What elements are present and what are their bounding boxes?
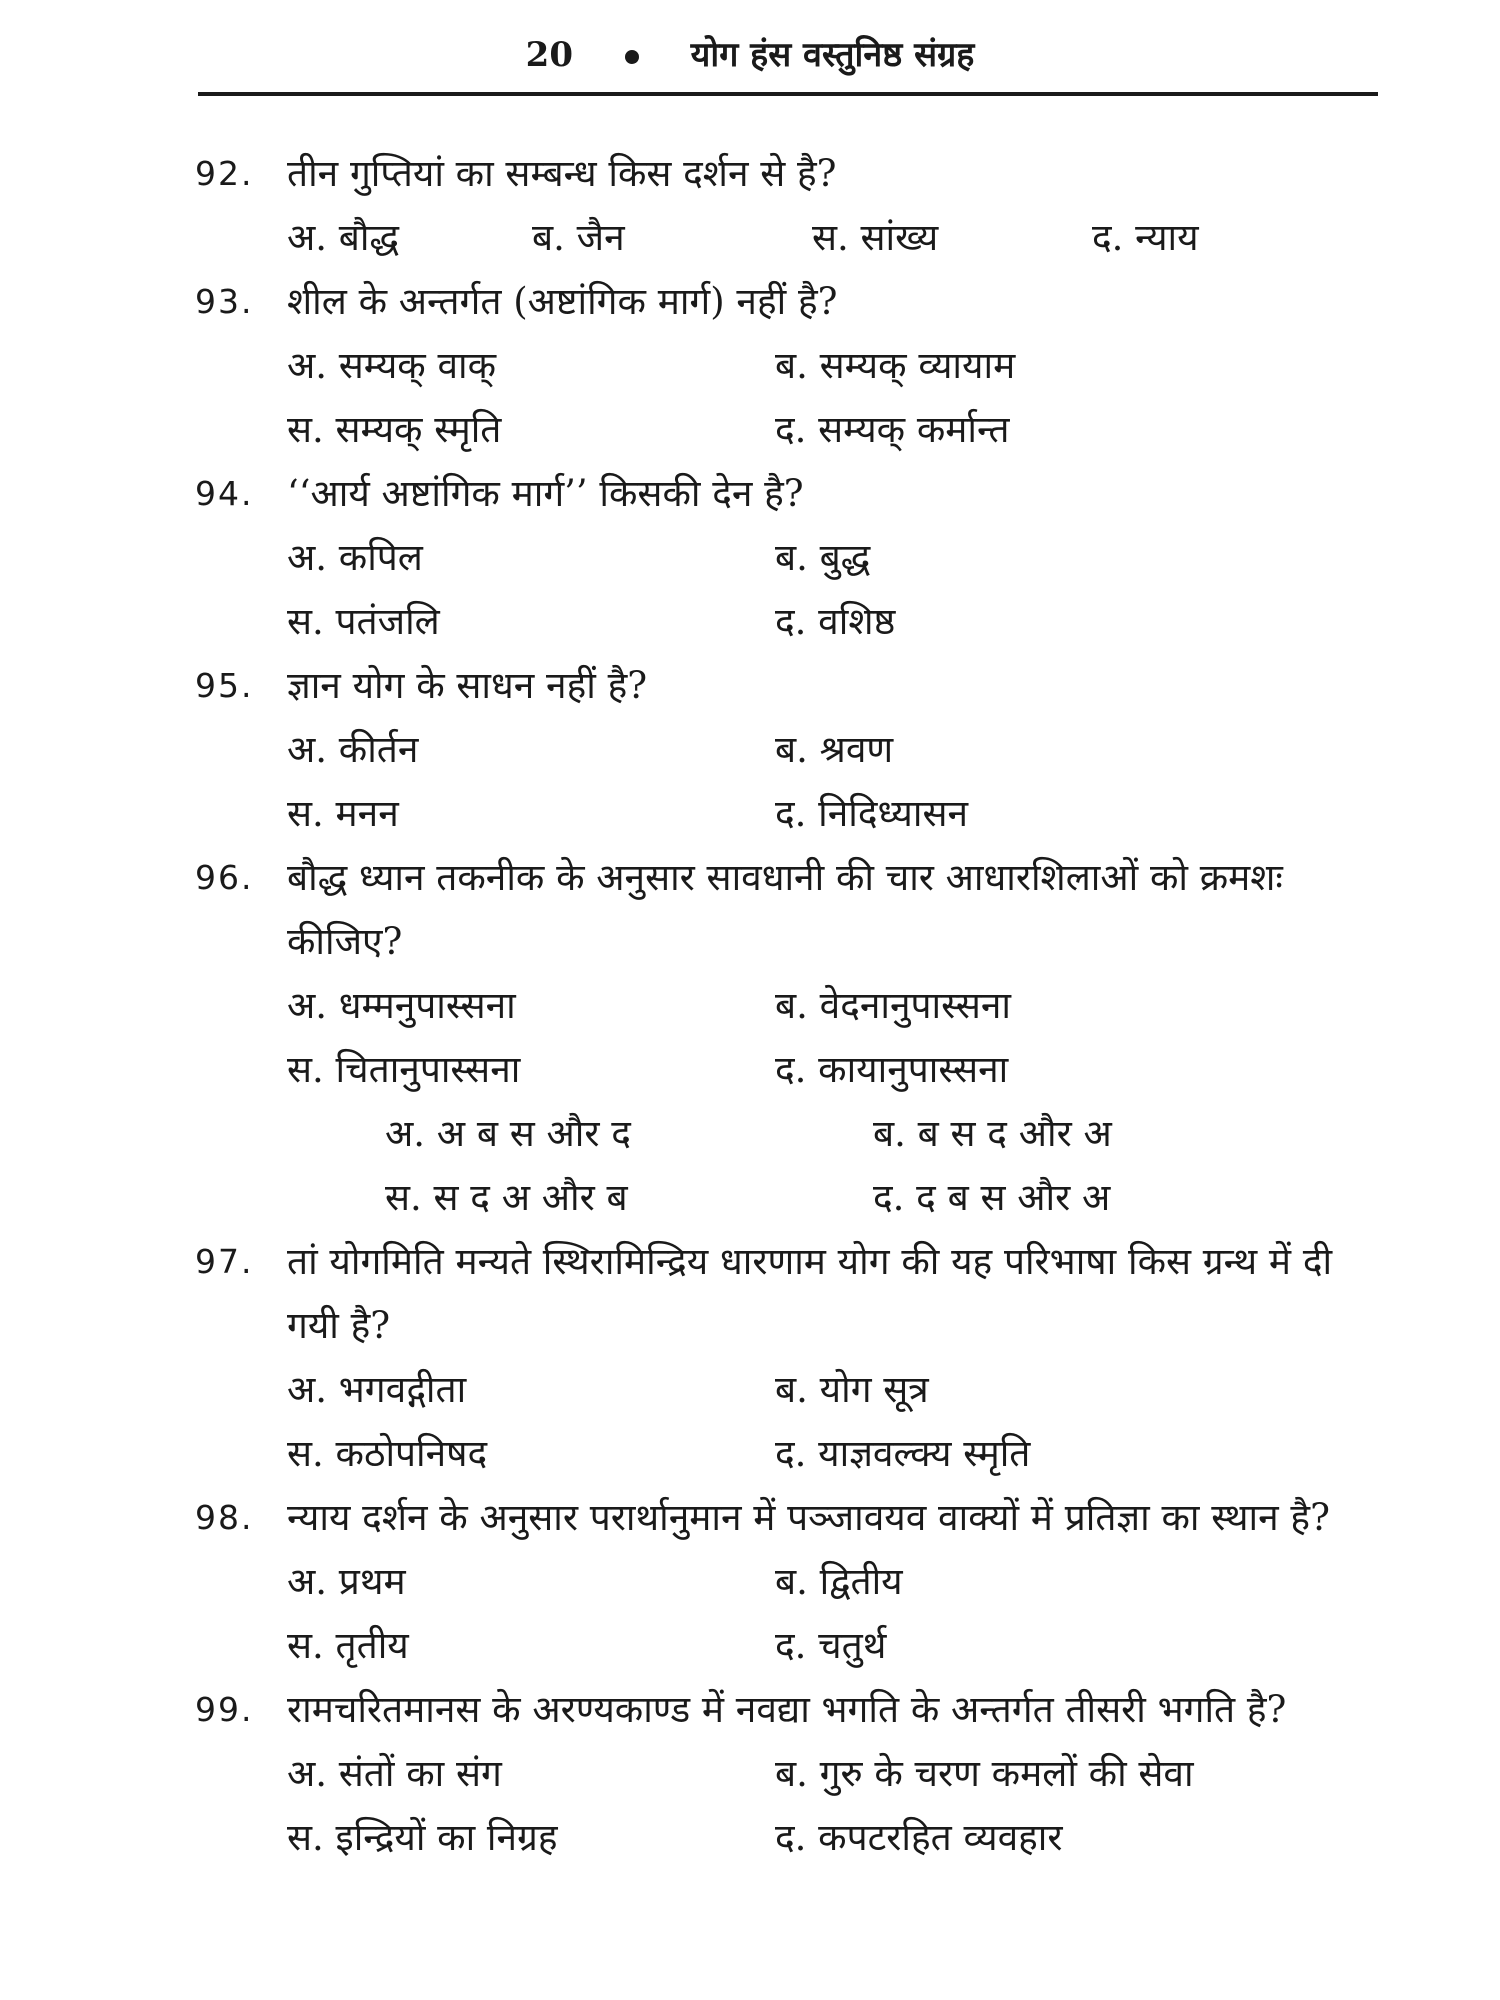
option-group — [287, 334, 1375, 462]
question-93 — [195, 270, 1375, 462]
option-d: द. याज्ञवल्क्य स्मृति — [775, 1432, 1031, 1475]
option-a: अ. भगवद्गीता — [287, 1368, 467, 1411]
question-line — [195, 1486, 1375, 1550]
option-a: अ. कीर्तन — [287, 728, 419, 771]
question-number: 96. — [195, 858, 254, 897]
option-a: अ. धम्मनुपास्सना — [287, 984, 516, 1027]
option-c: स. मनन — [287, 792, 399, 835]
option-c: स. सांख्य — [812, 216, 939, 259]
question-number: 99. — [195, 1690, 254, 1729]
question-line — [195, 846, 1375, 974]
option-d: द. चतुर्थ — [775, 1624, 887, 1667]
question-text: तीन गुप्तियां का सम्बन्ध किस दर्शन से है? — [287, 152, 837, 195]
question-96 — [195, 846, 1375, 1230]
question-line — [195, 270, 1375, 334]
question-92 — [195, 142, 1375, 270]
question-text: रामचरितमानस के अरण्यकाण्ड में नवद्या भगति के अन्तर्गत तीसरी भगति है? — [287, 1688, 1287, 1731]
answer-choice-a: अ. अ ब स और द — [385, 1112, 631, 1155]
question-list — [195, 142, 1375, 1870]
answer-choice-c: स. स द अ और ब — [385, 1176, 628, 1219]
option-d: द. निदिध्यासन — [775, 792, 969, 835]
option-d: द. न्याय — [1092, 216, 1199, 259]
question-99 — [195, 1678, 1375, 1870]
option-b: ब. बुद्ध — [775, 536, 871, 579]
question-text: शील के अन्तर्गत (अष्टांगिक मार्ग) नहीं है? — [287, 280, 838, 323]
question-text: तां योगमिति मन्यते स्थिरामिन्द्रिय धारणाम योग की यह परिभाषा किस ग्रन्थ में दी गयी है? — [287, 1240, 1333, 1347]
option-group — [287, 974, 1375, 1102]
option-c: स. चितानुपास्सना — [287, 1048, 521, 1091]
question-text: ‘‘आर्य अष्टांगिक मार्ग’’ किसकी देन है? — [287, 472, 804, 515]
question-97 — [195, 1230, 1375, 1486]
question-number: 97. — [195, 1242, 254, 1281]
page-header — [0, 30, 1500, 76]
header-rule — [198, 92, 1378, 96]
option-c: स. तृतीय — [287, 1624, 409, 1667]
question-line — [195, 462, 1375, 526]
question-number: 94. — [195, 474, 254, 513]
option-a: अ. कपिल — [287, 536, 423, 579]
option-group — [287, 1550, 1375, 1678]
answer-choice-b: ब. ब स द और अ — [873, 1112, 1112, 1155]
question-number: 93. — [195, 282, 254, 321]
option-b: ब. श्रवण — [775, 728, 894, 771]
question-text: न्याय दर्शन के अनुसार परार्थानुमान में पञ्जावयव वाक्यों में प्रतिज्ञा का स्थान है? — [287, 1496, 1330, 1539]
question-text: ज्ञान योग के साधन नहीं है? — [287, 664, 648, 707]
question-line — [195, 1230, 1375, 1358]
option-a: अ. प्रथम — [287, 1560, 406, 1603]
option-b: ब. योग सूत्र — [775, 1368, 929, 1411]
option-b: ब. जैन — [532, 216, 625, 259]
option-b: ब. द्वितीय — [775, 1560, 903, 1603]
question-94 — [195, 462, 1375, 654]
option-group — [287, 718, 1375, 846]
option-a: अ. सम्यक् वाक् — [287, 344, 497, 387]
option-b: ब. गुरु के चरण कमलों की सेवा — [775, 1752, 1194, 1795]
question-line — [195, 654, 1375, 718]
answer-choice-group — [385, 1102, 1375, 1230]
answer-choice-d: द. द ब स और अ — [873, 1176, 1111, 1219]
header-bullet-icon — [625, 50, 639, 64]
option-group — [287, 1742, 1375, 1870]
question-text: बौद्ध ध्यान तकनीक के अनुसार सावधानी की चार आधारशिलाओं को क्रमशः कीजिए? — [287, 856, 1283, 963]
question-95 — [195, 654, 1375, 846]
option-b: ब. सम्यक् व्यायाम — [775, 344, 1016, 387]
option-c: स. पतंजलि — [287, 600, 440, 643]
option-group — [287, 526, 1375, 654]
option-d: द. वशिष्ठ — [775, 600, 896, 643]
option-d: द. कपटरहित व्यवहार — [775, 1816, 1063, 1859]
option-c: स. सम्यक् स्मृति — [287, 408, 502, 451]
page-number: 20 — [525, 35, 573, 75]
option-d: द. कायानुपास्सना — [775, 1048, 1009, 1091]
option-b: ब. वेदनानुपास्सना — [775, 984, 1012, 1027]
option-c: स. इन्द्रियों का निग्रह — [287, 1816, 558, 1859]
question-line — [195, 1678, 1375, 1742]
option-a: अ. संतों का संग — [287, 1752, 502, 1795]
option-group — [287, 206, 1375, 270]
question-98 — [195, 1486, 1375, 1678]
book-title: योग हंस वस्तुनिष्ठ संग्रह — [690, 35, 975, 75]
question-number: 92. — [195, 154, 254, 193]
option-c: स. कठोपनिषद — [287, 1432, 488, 1475]
option-group — [287, 1358, 1375, 1486]
option-a: अ. बौद्ध — [287, 216, 400, 259]
question-number: 95. — [195, 666, 254, 705]
question-line — [195, 142, 1375, 206]
option-d: द. सम्यक् कर्मान्त — [775, 408, 1010, 451]
question-number: 98. — [195, 1498, 254, 1537]
